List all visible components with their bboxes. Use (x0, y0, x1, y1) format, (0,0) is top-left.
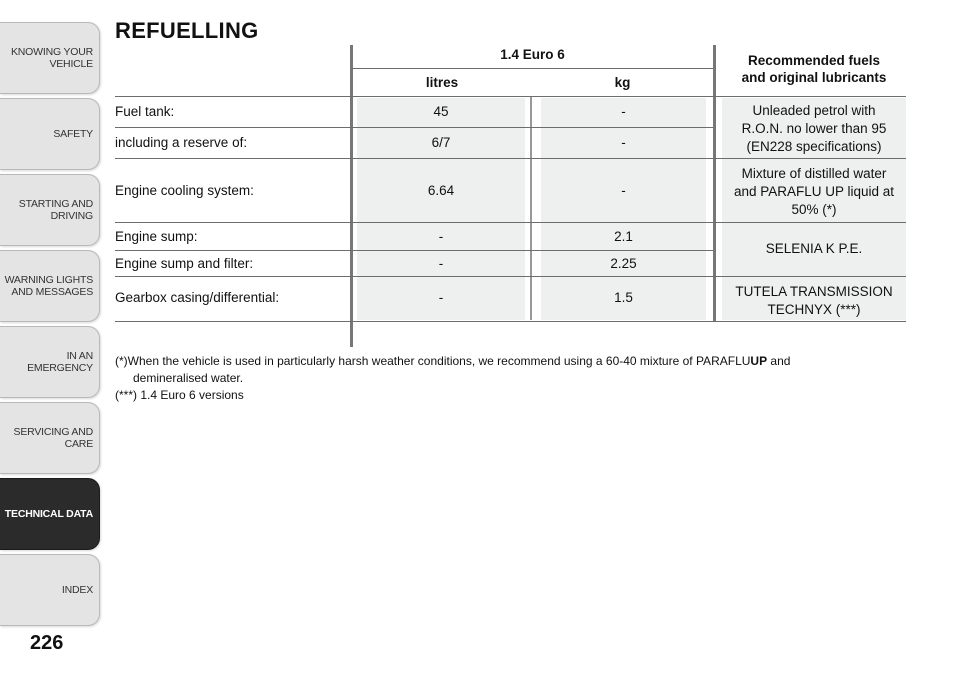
row-rule (115, 250, 713, 251)
tab-warning-lights[interactable]: WARNING LIGHTS AND MESSAGES (0, 250, 100, 322)
tab-in-an-emergency[interactable]: IN AN EMERGENCY (0, 326, 100, 398)
litres-value: - (438, 229, 444, 244)
tab-technical-data[interactable]: TECHNICAL DATA (0, 478, 100, 550)
fuels-header: Recommended fuels and original lubricants (741, 53, 887, 85)
engine-header: 1.4 Euro 6 (500, 47, 565, 62)
tab-knowing-your-vehicle[interactable]: KNOWING YOUR VEHICLE (0, 22, 100, 94)
row-label: Fuel tank: (115, 104, 175, 119)
row-rule (115, 222, 906, 223)
gearbox-oil-recommendation: TUTELA TRANSMISSION TECHNYX (***) (735, 284, 893, 317)
footnote-1-continued: demineralised water. (133, 371, 244, 385)
row-rule (115, 158, 906, 159)
kg-value: 1.5 (614, 290, 633, 305)
kg-value: - (621, 104, 626, 119)
tab-starting-and-driving[interactable]: STARTING AND DRIVING (0, 174, 100, 246)
row-rule (115, 276, 906, 277)
tab-servicing-and-care[interactable]: SERVICING AND CARE (0, 402, 100, 474)
litres-value: 45 (433, 104, 449, 119)
tab-safety[interactable]: SAFETY (0, 98, 100, 170)
row-rule (115, 96, 906, 97)
footnote-2: (***) 1.4 Euro 6 versions (115, 388, 244, 402)
column-divider (713, 45, 716, 321)
litres-column-shade (357, 98, 525, 320)
kg-value: 2.25 (610, 256, 637, 271)
fuel-recommendation: Unleaded petrol with R.O.N. no lower than 95 (EN228 specifications) (741, 103, 887, 154)
tab-index[interactable]: INDEX (0, 554, 100, 626)
row-label: Engine sump and filter: (115, 256, 254, 271)
page-title: REFUELLING (115, 18, 259, 43)
litres-value: - (438, 256, 444, 271)
header-rule (352, 68, 713, 69)
litres-value: - (438, 290, 444, 305)
kg-value: - (621, 183, 626, 198)
row-label: Engine sump: (115, 229, 198, 244)
oil-recommendation: SELENIA K P.E. (765, 241, 863, 256)
coolant-recommendation: Mixture of distilled water and PARAFLU UP liquid at 50% (*) (733, 166, 895, 217)
row-label: Engine cooling system: (115, 183, 254, 198)
litres-value: 6/7 (431, 135, 451, 150)
page-number: 226 (30, 632, 64, 654)
litres-value: 6.64 (427, 183, 455, 198)
row-label: including a reserve of: (115, 135, 248, 150)
kg-header: kg (614, 75, 631, 90)
footnote-1: (*)When the vehicle is used in particularly harsh weather conditions, we recommend using a 60-40 mixture of PARAFLUUP and (115, 354, 791, 368)
kg-value: 2.1 (614, 229, 633, 244)
kg-value: - (621, 135, 626, 150)
footnotes (115, 353, 915, 404)
column-divider (530, 97, 532, 320)
row-rule (115, 127, 713, 128)
column-divider (350, 45, 353, 347)
row-rule (115, 321, 906, 322)
kg-column-shade (541, 98, 706, 320)
row-label: Gearbox casing/differential: (115, 290, 280, 305)
litres-header: litres (425, 75, 459, 90)
